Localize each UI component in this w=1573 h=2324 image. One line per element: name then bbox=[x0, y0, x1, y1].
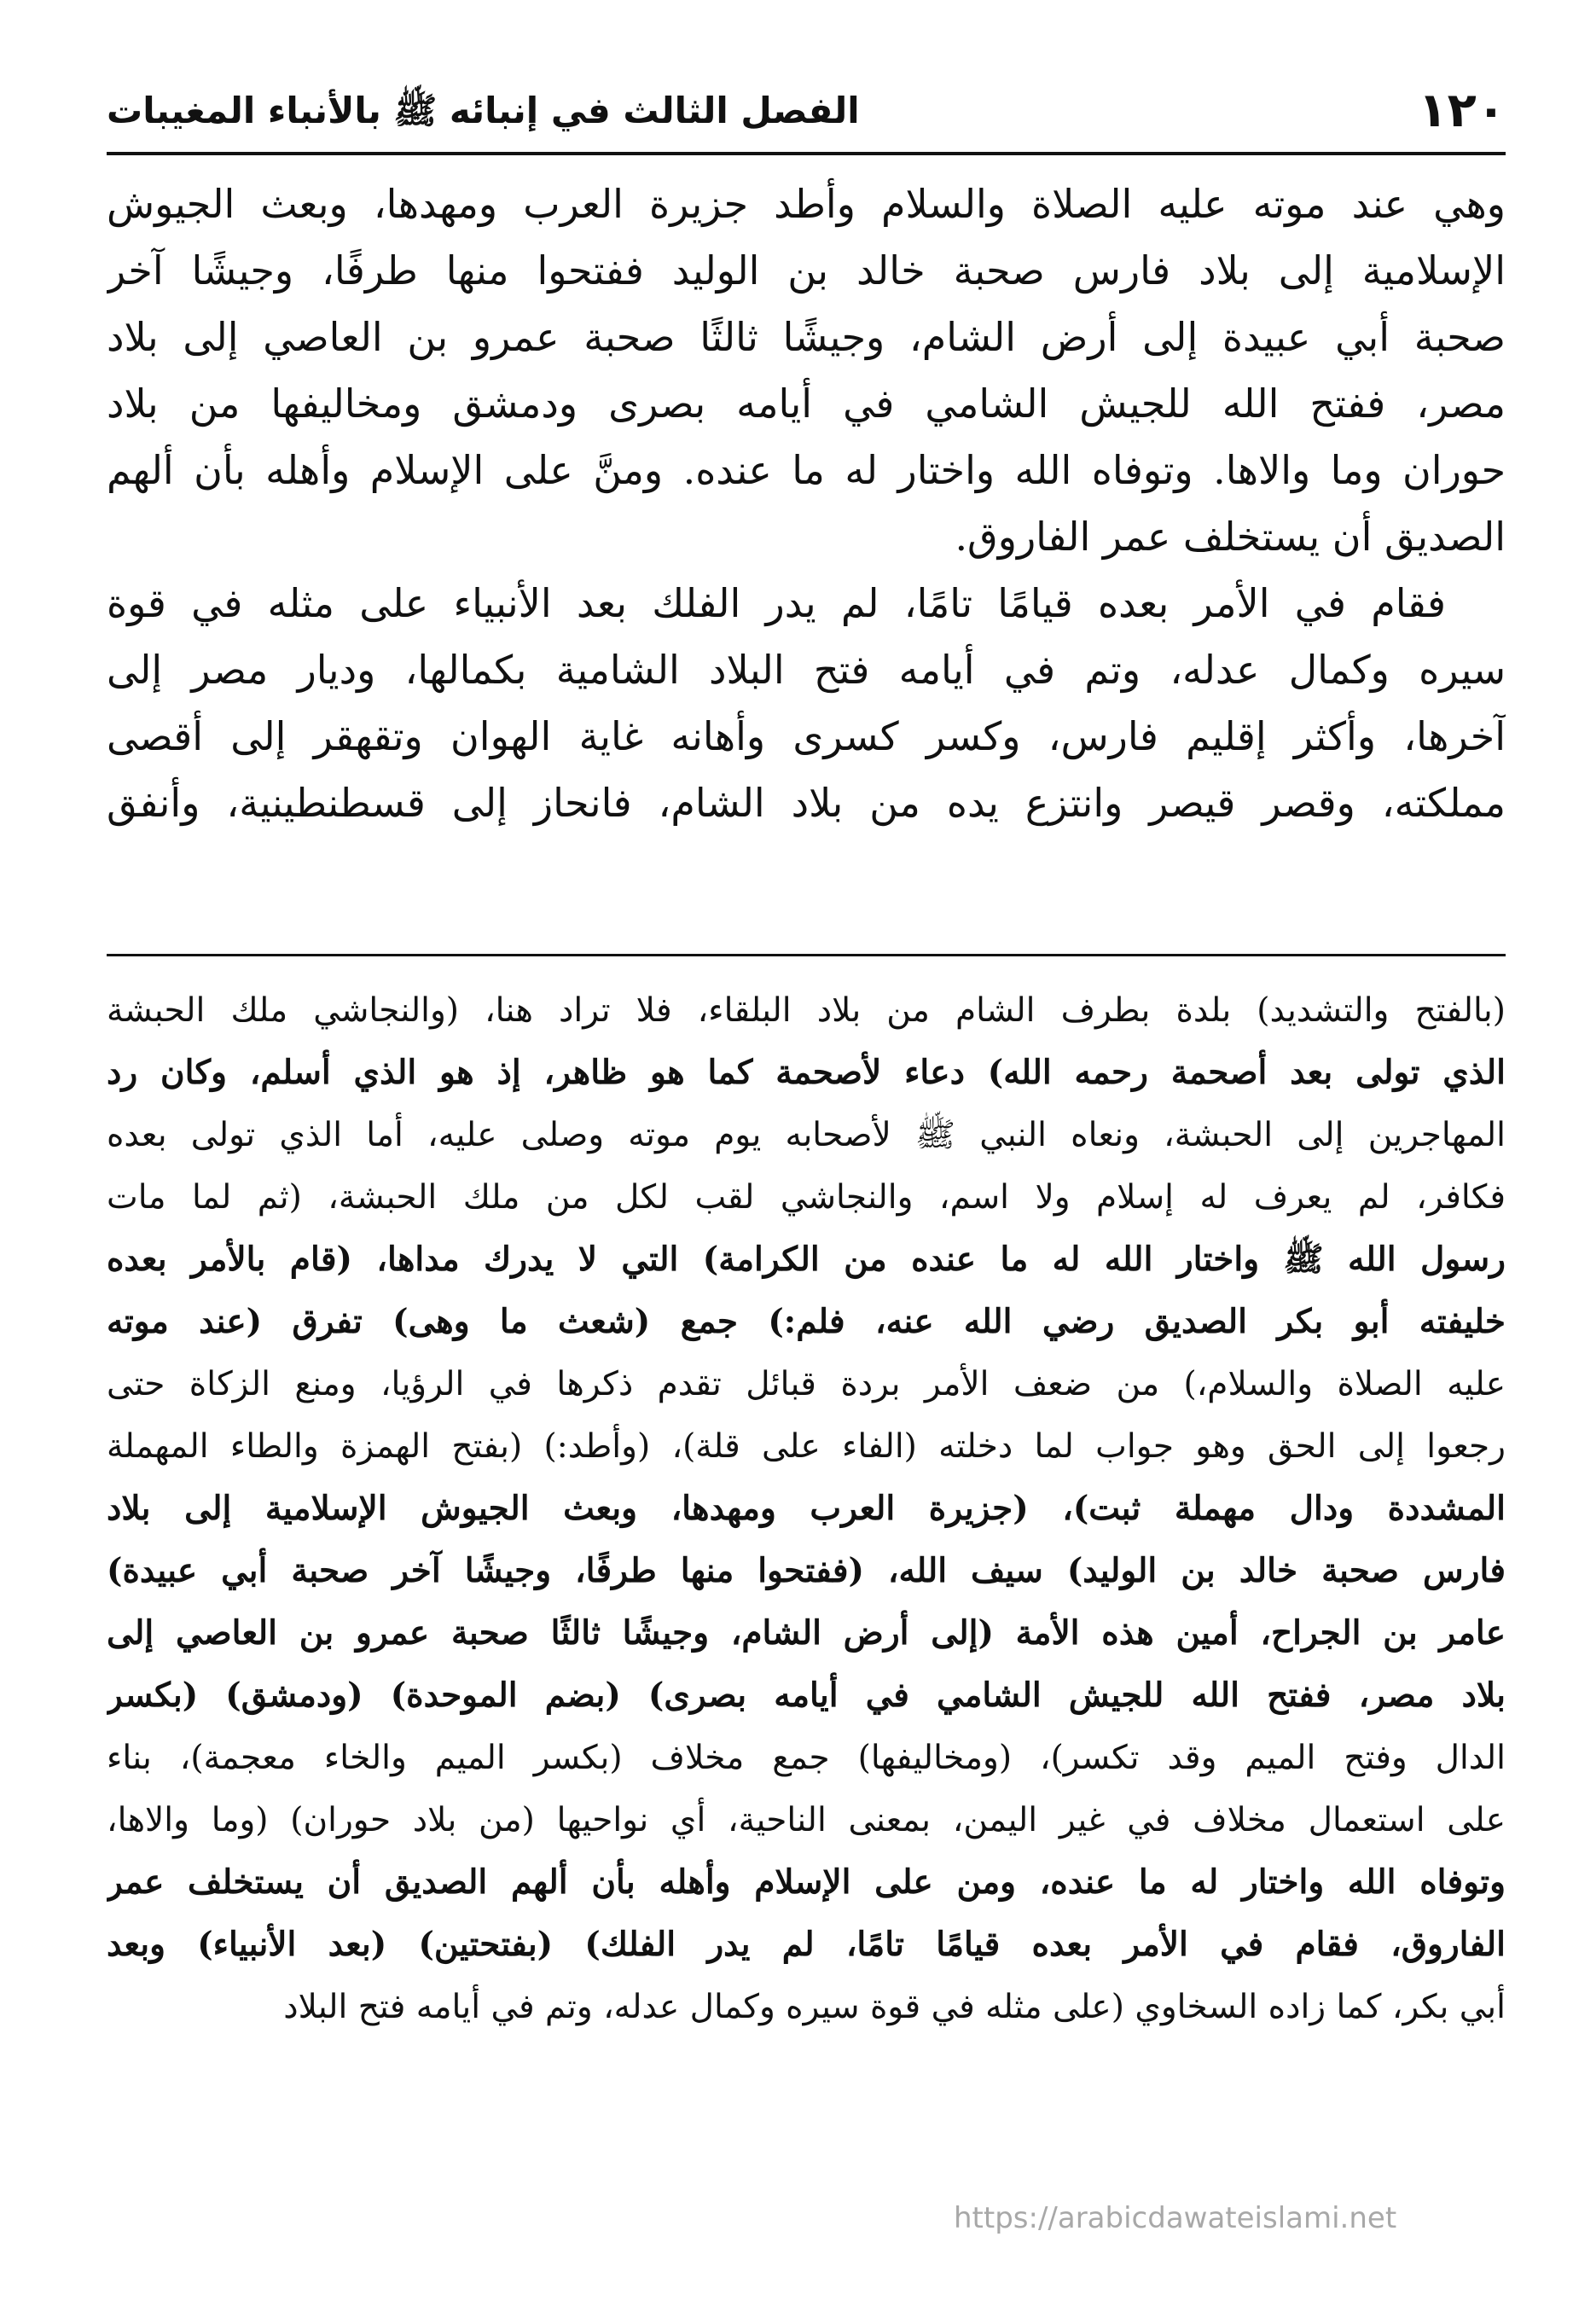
footnote-line: وتوفاه الله واختار له ما عنده، ومن على الإسلام وأهله بأن ألهم الصديق أن يستخلف عمر bbox=[107, 1862, 1506, 1902]
page-header bbox=[107, 77, 1506, 145]
footnote-line: المهاجرين إلى الحبشة، ونعاه النبي ﷺ لأصحابه يوم موته وصلى عليه، أما الذي تولى بعده bbox=[107, 1116, 1506, 1154]
footnote-separator bbox=[107, 954, 1506, 956]
main-text-line: سيره وكمال عدله، وتم في أيامه فتح البلاد الشامية بكمالها، وديار مصر إلى bbox=[107, 647, 1506, 693]
footnote-line: فكافر، لم يعرف له إسلام ولا اسم، والنجاشي لقب لكل من ملك الحبشة، (ثم لما مات bbox=[107, 1178, 1506, 1217]
page-number: ١٢٠ bbox=[1418, 83, 1506, 138]
main-text-line: صحبة أبي عبيدة إلى أرض الشام، وجيشًا ثالثًا صحبة عمرو بن العاصي إلى بلاد bbox=[107, 314, 1506, 360]
main-text-line: الإسلامية إلى بلاد فارس صحبة خالد بن الوليد ففتحوا منها طرفًا، وجيشًا آخر bbox=[107, 247, 1506, 293]
main-text-block bbox=[107, 171, 1506, 836]
footnote-line: الذي تولى بعد أصحمة رحمه الله) دعاء لأصحمة كما هو ظاهر، إذ هو الذي أسلم، وكان رد bbox=[107, 1053, 1506, 1092]
running-title: الفصل الثالث في إنبائه ﷺ بالأنباء المغيبات bbox=[107, 90, 860, 131]
main-text-line: الصديق أن يستخلف عمر الفاروق. bbox=[955, 514, 1506, 560]
main-text-line: وهي عند موته عليه الصلاة والسلام وأطد جزيرة العرب ومهدها، وبعث الجيوش bbox=[107, 181, 1506, 227]
main-text-line: حوران وما والاها. وتوفاه الله واختار له ما عنده. ومنَّ على الإسلام وأهله بأن ألهم bbox=[107, 447, 1506, 493]
watermark-url: https://arabicdawateislami.net bbox=[954, 2201, 1397, 2235]
main-text-line: مملكته، وقصر قيصر وانتزع يده من بلاد الشام، فانحاز إلى قسطنطينية، وأنفق bbox=[107, 780, 1506, 826]
footnote-line: الفاروق، فقام في الأمر بعده قيامًا تامًا، لم يدر الفلك) (بفتحتين) (بعد الأنبياء) وبعد bbox=[107, 1925, 1506, 1964]
footnote-line: بلاد مصر، ففتح الله للجيش الشامي في أيامه بصرى) (بضم الموحدة) (ودمشق) (بكسر bbox=[107, 1676, 1506, 1715]
footnote-line: عليه الصلاة والسلام،) من ضعف الأمر بردة قبائل تقدم ذكرها في الرؤيا، ومنع الزكاة حتى bbox=[107, 1365, 1506, 1403]
footnote-line: رجعوا إلى الحق وهو جواب لما دخلته (الفاء على قلة)، (وأطد:) (بفتح الهمزة والطاء المهملة bbox=[107, 1427, 1506, 1466]
main-text-line: فقام في الأمر بعده قيامًا تامًا، لم يدر الفلك بعد الأنبياء على مثله في قوة bbox=[107, 580, 1446, 626]
main-text-line: مصر، ففتح الله للجيش الشامي في أيامه بصرى ودمشق ومخاليفها من بلاد bbox=[107, 381, 1506, 427]
footnote-line: (بالفتح والتشديد) بلدة بطرف الشام من بلاد البلقاء، فلا تراد هنا، (والنجاشي ملك الحبشة bbox=[107, 991, 1506, 1030]
footnote-line: خليفته أبو بكر الصديق رضي الله عنه، فلم:) جمع (شعث ما وهى) تفرق (عند موته bbox=[107, 1302, 1506, 1341]
footnote-line: عامر بن الجراح، أمين هذه الأمة (إلى أرض الشام، وجيشًا ثالثًا صحبة عمرو بن العاصي إلى bbox=[107, 1613, 1506, 1653]
footnote-line: أبي بكر، كما زاده السخاوي (على مثله في قوة سيره وكمال عدله، وتم في أيامه فتح البلاد bbox=[283, 1988, 1506, 2026]
footnote-line: فارس صحبة خالد بن الوليد) سيف الله، (ففتحوا منها طرفًا، وجيشًا آخر صحبة أبي عبيدة) bbox=[107, 1551, 1506, 1590]
main-text-line: آخرها، وأكثر إقليم فارس، وكسر كسرى وأهانه غاية الهوان وتقهقر إلى أقصى bbox=[107, 713, 1506, 759]
footnote-line: رسول الله ﷺ واختار الله له ما عنده من الكرامة) التي لا يدرك مداها، (قام بالأمر بعده bbox=[107, 1240, 1506, 1279]
footnote-line: الدال وفتح الميم وقد تكسر)، (ومخاليفها) جمع مخلاف (بكسر الميم والخاء معجمة)، بناء bbox=[107, 1739, 1506, 1777]
footnote-line: المشددة ودال مهملة ثبت)، (جزيرة العرب ومهدها، وبعث الجيوش الإسلامية إلى بلاد bbox=[107, 1489, 1506, 1528]
header-rule bbox=[107, 152, 1506, 155]
footnote-line: على استعمال مخلاف في غير اليمن، بمعنى الناحية، أي نواحيها (من بلاد حوران) (وما والاها، bbox=[107, 1801, 1506, 1839]
footnotes-block bbox=[107, 979, 1506, 2038]
